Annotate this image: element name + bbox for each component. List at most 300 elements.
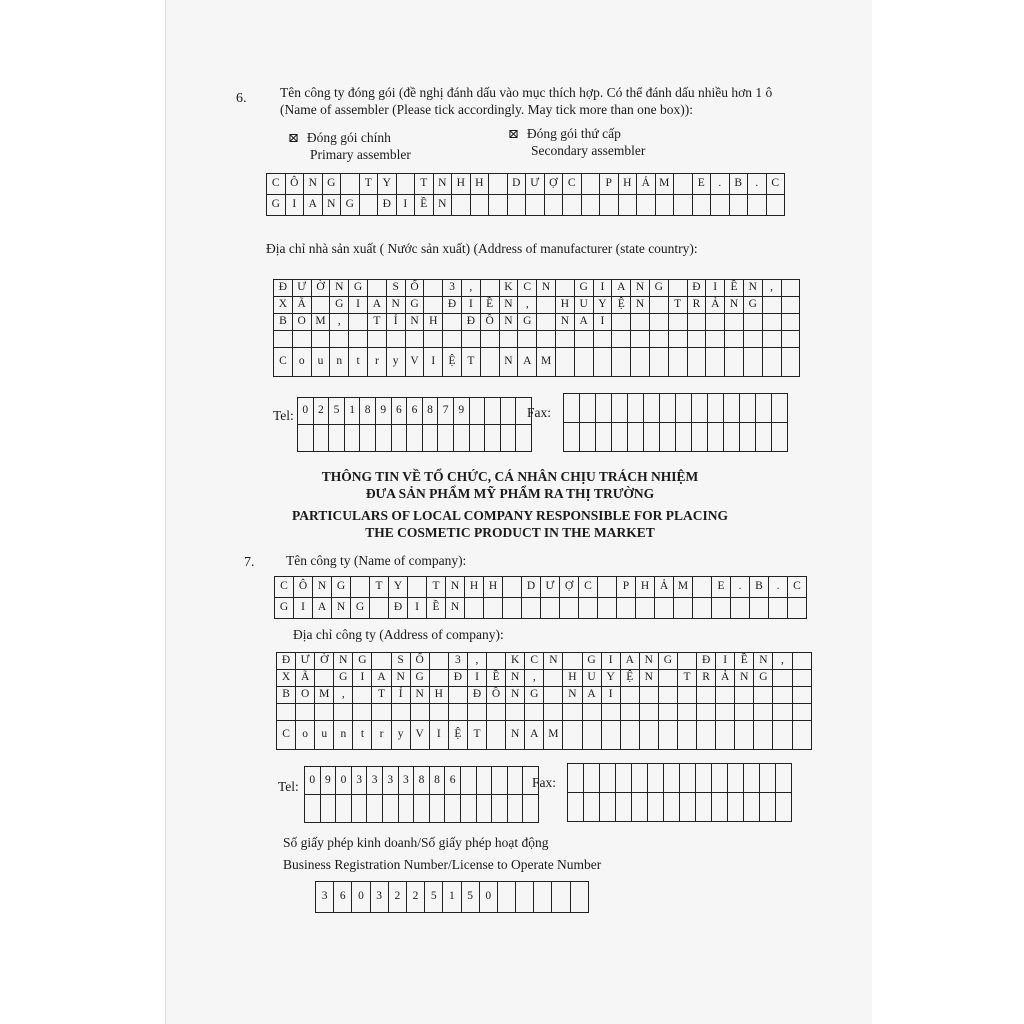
grid-cell[interactable] (544, 195, 563, 216)
grid-cell[interactable] (315, 670, 334, 687)
grid-cell[interactable]: 1 (344, 398, 360, 425)
grid-cell[interactable] (729, 195, 748, 216)
grid-cell[interactable] (523, 795, 539, 823)
grid-cell[interactable] (696, 764, 712, 793)
grid-cell[interactable] (648, 764, 664, 793)
grid-cell[interactable]: G (330, 297, 349, 314)
grid-cell[interactable]: T (677, 670, 696, 687)
grid-cell[interactable] (579, 598, 598, 619)
company-fax-grid[interactable] (567, 763, 792, 822)
grid-cell[interactable] (735, 704, 754, 721)
grid-cell[interactable]: B (274, 314, 293, 331)
grid-cell[interactable]: N (446, 577, 465, 598)
grid-cell[interactable] (598, 598, 617, 619)
grid-cell[interactable] (407, 425, 423, 452)
grid-cell[interactable] (660, 394, 676, 423)
grid-cell[interactable] (655, 598, 674, 619)
grid-cell[interactable] (391, 704, 410, 721)
grid-cell[interactable] (664, 793, 680, 822)
grid-cell[interactable] (564, 394, 580, 423)
grid-cell[interactable] (537, 314, 556, 331)
grid-cell[interactable]: I (461, 297, 480, 314)
grid-cell[interactable] (341, 174, 360, 195)
grid-cell[interactable] (424, 297, 443, 314)
grid-cell[interactable] (582, 721, 601, 750)
grid-cell[interactable] (776, 764, 792, 793)
primary-assembler-option[interactable] (288, 129, 391, 146)
grid-cell[interactable]: D (507, 174, 526, 195)
grid-cell[interactable] (372, 704, 391, 721)
grid-cell[interactable]: M (311, 314, 330, 331)
grid-cell[interactable] (410, 704, 429, 721)
grid-cell[interactable] (500, 398, 516, 425)
grid-cell[interactable] (639, 721, 658, 750)
grid-cell[interactable]: u (315, 721, 334, 750)
grid-cell[interactable] (443, 331, 462, 348)
grid-cell[interactable] (612, 423, 628, 452)
grid-cell[interactable]: 3 (316, 882, 334, 913)
grid-cell[interactable] (460, 795, 476, 823)
grid-cell[interactable] (668, 314, 687, 331)
grid-cell[interactable]: T (467, 721, 486, 750)
grid-cell[interactable]: H (470, 174, 489, 195)
grid-cell[interactable]: 3 (448, 653, 467, 670)
grid-cell[interactable]: G (334, 670, 353, 687)
grid-cell[interactable] (336, 795, 352, 823)
grid-cell[interactable] (445, 795, 461, 823)
grid-cell[interactable]: R (687, 297, 706, 314)
grid-cell[interactable] (537, 297, 556, 314)
grid-cell[interactable]: I (716, 653, 735, 670)
grid-cell[interactable]: Đ (274, 280, 293, 297)
grid-cell[interactable]: C (518, 280, 537, 297)
grid-cell[interactable]: Ệ (612, 297, 631, 314)
grid-cell[interactable] (725, 314, 744, 331)
grid-cell[interactable] (760, 793, 776, 822)
grid-cell[interactable]: K (506, 653, 525, 670)
grid-cell[interactable]: G (518, 314, 537, 331)
grid-cell[interactable]: N (334, 653, 353, 670)
grid-cell[interactable]: C (267, 174, 286, 195)
grid-cell[interactable]: A (574, 314, 593, 331)
grid-cell[interactable] (754, 687, 773, 704)
grid-cell[interactable]: T (461, 348, 480, 377)
grid-cell[interactable]: 0 (305, 767, 321, 795)
grid-cell[interactable] (353, 687, 372, 704)
grid-cell[interactable]: Ố (405, 280, 424, 297)
grid-cell[interactable]: H (429, 687, 448, 704)
grid-cell[interactable]: R (697, 670, 716, 687)
grid-cell[interactable]: N (555, 314, 574, 331)
grid-cell[interactable]: Ề (725, 280, 744, 297)
company-address-grid[interactable] (276, 652, 812, 750)
grid-cell[interactable]: 8 (422, 398, 438, 425)
grid-cell[interactable]: N (330, 280, 349, 297)
grid-cell[interactable]: n (334, 721, 353, 750)
grid-cell[interactable] (725, 348, 744, 377)
grid-cell[interactable]: T (415, 174, 434, 195)
grid-cell[interactable]: G (332, 577, 351, 598)
grid-cell[interactable] (628, 423, 644, 452)
grid-cell[interactable]: t (353, 721, 372, 750)
grid-cell[interactable]: 2 (388, 882, 406, 913)
grid-cell[interactable]: Ồ (480, 314, 499, 331)
grid-cell[interactable] (728, 793, 744, 822)
grid-cell[interactable]: Y (378, 174, 397, 195)
grid-cell[interactable] (596, 423, 612, 452)
grid-cell[interactable] (601, 721, 620, 750)
grid-cell[interactable] (438, 425, 454, 452)
grid-cell[interactable] (773, 687, 792, 704)
grid-cell[interactable] (405, 331, 424, 348)
grid-cell[interactable]: X (274, 297, 293, 314)
grid-cell[interactable]: G (754, 670, 773, 687)
grid-cell[interactable] (424, 280, 443, 297)
grid-cell[interactable] (743, 331, 762, 348)
grid-cell[interactable]: G (743, 297, 762, 314)
grid-cell[interactable]: Ờ (315, 653, 334, 670)
grid-cell[interactable] (668, 348, 687, 377)
grid-cell[interactable] (756, 394, 772, 423)
grid-cell[interactable]: N (506, 670, 525, 687)
grid-cell[interactable]: 3 (382, 767, 398, 795)
grid-cell[interactable] (461, 331, 480, 348)
grid-cell[interactable] (706, 331, 725, 348)
grid-cell[interactable] (598, 577, 617, 598)
grid-cell[interactable] (552, 882, 570, 913)
grid-cell[interactable] (460, 767, 476, 795)
grid-cell[interactable] (687, 314, 706, 331)
grid-cell[interactable] (724, 423, 740, 452)
grid-cell[interactable]: O (292, 314, 311, 331)
grid-cell[interactable] (582, 704, 601, 721)
grid-cell[interactable]: G (275, 598, 294, 619)
grid-cell[interactable]: B (750, 577, 769, 598)
grid-cell[interactable]: T (359, 174, 378, 195)
grid-cell[interactable] (372, 653, 391, 670)
grid-cell[interactable]: N (544, 653, 563, 670)
grid-cell[interactable]: Ư (292, 280, 311, 297)
grid-cell[interactable] (499, 331, 518, 348)
grid-cell[interactable]: N (499, 297, 518, 314)
grid-cell[interactable] (484, 598, 503, 619)
grid-cell[interactable] (600, 793, 616, 822)
grid-cell[interactable] (620, 687, 639, 704)
grid-cell[interactable] (648, 793, 664, 822)
grid-cell[interactable] (658, 721, 677, 750)
grid-cell[interactable]: o (296, 721, 315, 750)
grid-cell[interactable] (503, 598, 522, 619)
grid-cell[interactable]: , (334, 687, 353, 704)
grid-cell[interactable]: Ả (637, 174, 656, 195)
grid-cell[interactable] (581, 174, 600, 195)
grid-cell[interactable] (507, 795, 523, 823)
grid-cell[interactable]: Đ (461, 314, 480, 331)
grid-cell[interactable] (601, 704, 620, 721)
grid-cell[interactable]: 1 (443, 882, 461, 913)
grid-cell[interactable]: . (711, 174, 730, 195)
grid-cell[interactable] (584, 764, 600, 793)
grid-cell[interactable]: O (296, 687, 315, 704)
grid-cell[interactable]: 6 (445, 767, 461, 795)
grid-cell[interactable]: G (649, 280, 668, 297)
grid-cell[interactable] (692, 394, 708, 423)
grid-cell[interactable] (754, 704, 773, 721)
grid-cell[interactable]: N (499, 314, 518, 331)
grid-cell[interactable]: Ồ (487, 687, 506, 704)
grid-cell[interactable]: T (372, 687, 391, 704)
grid-cell[interactable]: 0 (352, 882, 370, 913)
grid-cell[interactable]: Đ (448, 670, 467, 687)
grid-cell[interactable] (712, 764, 728, 793)
grid-cell[interactable] (792, 704, 811, 721)
grid-cell[interactable] (516, 425, 532, 452)
grid-cell[interactable]: y (391, 721, 410, 750)
grid-cell[interactable] (724, 394, 740, 423)
grid-cell[interactable]: I (285, 195, 304, 216)
grid-cell[interactable] (668, 280, 687, 297)
grid-cell[interactable]: 8 (429, 767, 445, 795)
grid-cell[interactable]: 0 (298, 398, 314, 425)
grid-cell[interactable] (414, 795, 430, 823)
grid-cell[interactable] (522, 598, 541, 619)
grid-cell[interactable]: Ư (526, 174, 545, 195)
grid-cell[interactable]: 6 (407, 398, 423, 425)
grid-cell[interactable] (492, 767, 508, 795)
grid-cell[interactable] (349, 331, 368, 348)
checked-box-icon[interactable]: ⊠ (508, 126, 519, 141)
grid-cell[interactable] (692, 423, 708, 452)
grid-cell[interactable] (516, 882, 534, 913)
grid-cell[interactable]: y (386, 348, 405, 377)
grid-cell[interactable]: N (386, 297, 405, 314)
company-name-grid[interactable] (274, 576, 807, 619)
grid-cell[interactable] (687, 348, 706, 377)
grid-cell[interactable] (568, 793, 584, 822)
grid-cell[interactable] (453, 425, 469, 452)
grid-cell[interactable]: T (668, 297, 687, 314)
grid-cell[interactable]: Y (601, 670, 620, 687)
grid-cell[interactable] (744, 764, 760, 793)
grid-cell[interactable]: 9 (453, 398, 469, 425)
grid-cell[interactable] (754, 721, 773, 750)
grid-cell[interactable]: K (499, 280, 518, 297)
grid-cell[interactable]: 3 (398, 767, 414, 795)
grid-cell[interactable] (469, 398, 485, 425)
grid-cell[interactable] (617, 598, 636, 619)
grid-cell[interactable]: n (330, 348, 349, 377)
grid-cell[interactable]: G (267, 195, 286, 216)
grid-cell[interactable]: P (600, 174, 619, 195)
grid-cell[interactable]: Ả (655, 577, 674, 598)
grid-cell[interactable] (480, 280, 499, 297)
grid-cell[interactable] (772, 394, 788, 423)
grid-cell[interactable] (740, 394, 756, 423)
grid-cell[interactable]: N (631, 297, 650, 314)
grid-cell[interactable] (470, 195, 489, 216)
grid-cell[interactable]: , (525, 670, 544, 687)
grid-cell[interactable]: G (351, 598, 370, 619)
grid-cell[interactable]: U (582, 670, 601, 687)
grid-cell[interactable] (697, 687, 716, 704)
grid-cell[interactable] (313, 425, 329, 452)
grid-cell[interactable]: S (391, 653, 410, 670)
grid-cell[interactable] (773, 704, 792, 721)
grid-cell[interactable] (711, 195, 730, 216)
grid-cell[interactable]: Ề (427, 598, 446, 619)
grid-cell[interactable] (311, 331, 330, 348)
grid-cell[interactable] (748, 195, 767, 216)
grid-cell[interactable]: I (601, 653, 620, 670)
grid-cell[interactable] (644, 423, 660, 452)
grid-cell[interactable] (329, 425, 345, 452)
grid-cell[interactable]: I (601, 687, 620, 704)
grid-cell[interactable] (563, 653, 582, 670)
grid-cell[interactable] (555, 348, 574, 377)
grid-cell[interactable] (408, 577, 427, 598)
grid-cell[interactable]: C (274, 348, 293, 377)
grid-cell[interactable] (351, 577, 370, 598)
grid-cell[interactable] (448, 687, 467, 704)
grid-cell[interactable]: I (408, 598, 427, 619)
grid-cell[interactable]: C (525, 653, 544, 670)
grid-cell[interactable] (762, 331, 781, 348)
grid-cell[interactable]: Ư (296, 653, 315, 670)
grid-cell[interactable] (655, 195, 674, 216)
grid-cell[interactable] (637, 195, 656, 216)
grid-cell[interactable]: A (582, 687, 601, 704)
grid-cell[interactable]: X (277, 670, 296, 687)
grid-cell[interactable] (760, 764, 776, 793)
grid-cell[interactable]: A (313, 598, 332, 619)
grid-cell[interactable]: 5 (425, 882, 443, 913)
grid-cell[interactable]: N (735, 670, 754, 687)
grid-cell[interactable] (480, 348, 499, 377)
grid-cell[interactable]: Ã (296, 670, 315, 687)
grid-cell[interactable] (708, 394, 724, 423)
grid-cell[interactable]: 9 (320, 767, 336, 795)
grid-cell[interactable]: B (277, 687, 296, 704)
grid-cell[interactable] (644, 394, 660, 423)
grid-cell[interactable]: M (674, 577, 693, 598)
grid-cell[interactable]: Ệ (448, 721, 467, 750)
grid-cell[interactable] (706, 348, 725, 377)
grid-cell[interactable] (660, 423, 676, 452)
grid-cell[interactable]: I (294, 598, 313, 619)
grid-cell[interactable]: G (405, 297, 424, 314)
grid-cell[interactable]: Ệ (443, 348, 462, 377)
grid-cell[interactable] (692, 195, 711, 216)
grid-cell[interactable]: 6 (391, 398, 407, 425)
grid-cell[interactable] (668, 331, 687, 348)
grid-cell[interactable] (349, 314, 368, 331)
grid-cell[interactable] (526, 195, 545, 216)
grid-cell[interactable]: N (563, 687, 582, 704)
grid-cell[interactable]: Đ (687, 280, 706, 297)
grid-cell[interactable]: A (612, 280, 631, 297)
grid-cell[interactable] (353, 704, 372, 721)
grid-cell[interactable]: A (518, 348, 537, 377)
grid-cell[interactable]: I (706, 280, 725, 297)
grid-cell[interactable]: U (574, 297, 593, 314)
grid-cell[interactable]: 6 (334, 882, 352, 913)
grid-cell[interactable]: Y (593, 297, 612, 314)
grid-cell[interactable]: . (748, 174, 767, 195)
grid-cell[interactable] (735, 687, 754, 704)
grid-cell[interactable] (305, 795, 321, 823)
grid-cell[interactable] (574, 331, 593, 348)
grid-cell[interactable] (525, 704, 544, 721)
grid-cell[interactable] (448, 704, 467, 721)
grid-cell[interactable]: H (484, 577, 503, 598)
grid-cell[interactable] (628, 394, 644, 423)
grid-cell[interactable] (781, 314, 800, 331)
grid-cell[interactable] (773, 670, 792, 687)
company-tel-grid[interactable] (304, 766, 539, 823)
grid-cell[interactable]: , (762, 280, 781, 297)
grid-cell[interactable] (596, 394, 612, 423)
grid-cell[interactable]: P (617, 577, 636, 598)
grid-cell[interactable] (631, 314, 650, 331)
grid-cell[interactable] (725, 331, 744, 348)
grid-cell[interactable]: V (405, 348, 424, 377)
grid-cell[interactable] (574, 348, 593, 377)
grid-cell[interactable] (492, 795, 508, 823)
grid-cell[interactable] (674, 174, 693, 195)
grid-cell[interactable]: G (349, 280, 368, 297)
grid-cell[interactable]: , (467, 653, 486, 670)
grid-cell[interactable] (467, 704, 486, 721)
grid-cell[interactable] (649, 297, 668, 314)
grid-cell[interactable] (465, 598, 484, 619)
grid-cell[interactable]: N (405, 314, 424, 331)
license-number-grid[interactable] (315, 881, 589, 913)
grid-cell[interactable] (429, 704, 448, 721)
grid-cell[interactable] (469, 425, 485, 452)
grid-cell[interactable] (311, 297, 330, 314)
grid-cell[interactable] (664, 764, 680, 793)
grid-cell[interactable]: 0 (336, 767, 352, 795)
grid-cell[interactable]: G (322, 174, 341, 195)
grid-cell[interactable] (537, 331, 556, 348)
grid-cell[interactable]: , (773, 653, 792, 670)
grid-cell[interactable] (792, 653, 811, 670)
grid-cell[interactable]: B (729, 174, 748, 195)
grid-cell[interactable] (506, 704, 525, 721)
grid-cell[interactable]: C (277, 721, 296, 750)
grid-cell[interactable]: D (522, 577, 541, 598)
grid-cell[interactable] (772, 423, 788, 452)
grid-cell[interactable]: N (743, 280, 762, 297)
grid-cell[interactable]: I (429, 721, 448, 750)
grid-cell[interactable] (487, 704, 506, 721)
grid-cell[interactable] (563, 721, 582, 750)
grid-cell[interactable] (485, 425, 501, 452)
grid-cell[interactable]: Đ (697, 653, 716, 670)
grid-cell[interactable] (649, 348, 668, 377)
grid-cell[interactable] (422, 425, 438, 452)
grid-cell[interactable]: M (537, 348, 556, 377)
grid-cell[interactable]: G (353, 653, 372, 670)
grid-cell[interactable]: H (465, 577, 484, 598)
grid-cell[interactable]: H (424, 314, 443, 331)
grid-cell[interactable] (296, 704, 315, 721)
grid-cell[interactable] (616, 764, 632, 793)
grid-cell[interactable] (716, 704, 735, 721)
grid-cell[interactable]: I (467, 670, 486, 687)
grid-cell[interactable]: G (658, 653, 677, 670)
grid-cell[interactable] (620, 704, 639, 721)
